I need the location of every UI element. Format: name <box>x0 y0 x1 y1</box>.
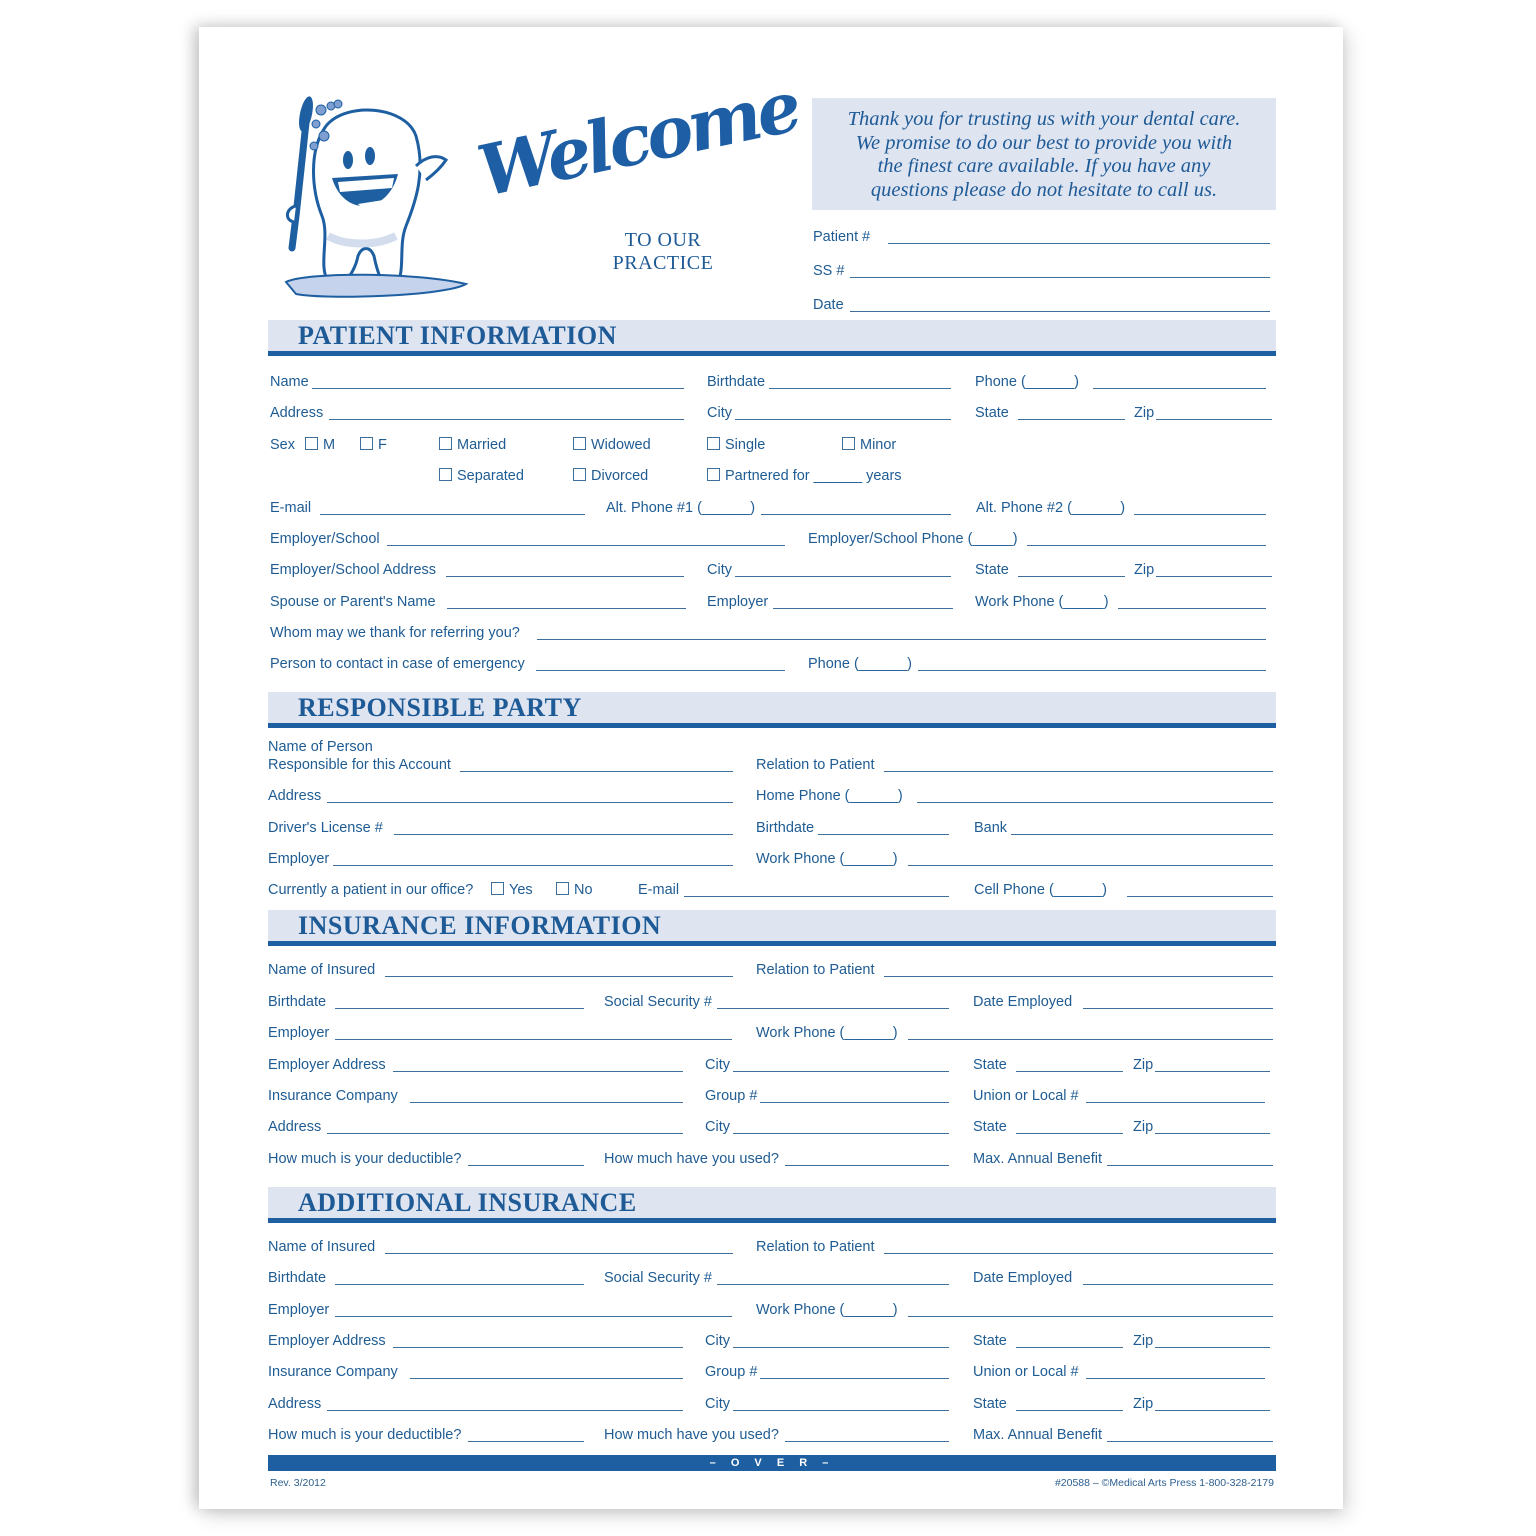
insured-birthdate-label: Birthdate <box>268 994 327 1010</box>
state-label: State <box>975 405 1009 421</box>
welcome-title: Welcome <box>470 64 805 213</box>
add-insurance-address-field[interactable] <box>327 1410 683 1411</box>
insurance-address-label: Address <box>268 1119 322 1135</box>
add-insurance-city-label: City <box>705 1396 730 1412</box>
ss-number-field[interactable] <box>850 277 1270 278</box>
add-employer-state-field[interactable] <box>1016 1347 1123 1348</box>
insured-ssn-field[interactable] <box>717 1008 949 1009</box>
deductible-label: How much is your deductible? <box>268 1151 462 1167</box>
emergency-contact-label: Person to contact in case of emergency <box>270 656 525 672</box>
phone-label: Phone (______) <box>975 374 1079 390</box>
add-insurance-address-label: Address <box>268 1396 322 1412</box>
insured-birthdate-field[interactable] <box>335 1008 584 1009</box>
employer-city-label: City <box>707 562 732 578</box>
add-deductible-field[interactable] <box>468 1441 584 1442</box>
responsible-work-phone-field[interactable] <box>908 865 1273 866</box>
add-employer-zip-field[interactable] <box>1155 1347 1270 1348</box>
state-field[interactable] <box>1018 419 1125 420</box>
message-line: questions please do not hesitate to call us. <box>870 178 1218 201</box>
responsible-employer-field[interactable] <box>333 865 733 866</box>
sex-m-checkbox[interactable]: M <box>305 437 335 453</box>
widowed-checkbox[interactable]: Widowed <box>573 437 651 453</box>
add-insurance-state-label: State <box>973 1396 1007 1412</box>
city-field[interactable] <box>735 419 951 420</box>
date-employed-label: Date Employed <box>973 994 1073 1010</box>
add-employer-address-field[interactable] <box>393 1347 683 1348</box>
spouse-employer-label: Employer <box>707 594 769 610</box>
drivers-license-field[interactable] <box>394 834 733 835</box>
practice-text: PRACTICE <box>612 252 714 274</box>
separated-checkbox[interactable]: Separated <box>439 468 524 484</box>
insured-name-field[interactable] <box>385 976 733 977</box>
add-insurance-state-field[interactable] <box>1016 1410 1123 1411</box>
employer-city-field[interactable] <box>735 576 951 577</box>
add-insurance-company-field[interactable] <box>410 1378 683 1379</box>
employer-school-label: Employer/School <box>270 531 380 547</box>
section-title: ADDITIONAL INSURANCE <box>298 1188 637 1217</box>
employer-school-address-label: Employer/School Address <box>270 562 437 578</box>
max-benefit-field[interactable] <box>1107 1165 1273 1166</box>
date-employed-field[interactable] <box>1083 1008 1273 1009</box>
insured-employer-label: Employer <box>268 1025 330 1041</box>
home-phone-label: Home Phone (______) <box>756 788 903 804</box>
insured-ssn-label: Social Security # <box>604 994 712 1010</box>
address-field[interactable] <box>329 419 684 420</box>
referral-field[interactable] <box>537 639 1266 640</box>
add-insured-name-label: Name of Insured <box>268 1239 376 1255</box>
drivers-license-label: Driver's License # <box>268 820 383 836</box>
add-insured-birthdate-label: Birthdate <box>268 1270 327 1286</box>
insured-name-label: Name of Insured <box>268 962 376 978</box>
add-group-number-label: Group # <box>705 1364 758 1380</box>
add-employer-city-label: City <box>705 1333 730 1349</box>
spouse-employer-field[interactable] <box>773 608 953 609</box>
union-local-field[interactable] <box>1086 1102 1265 1103</box>
insured-employer-state-label: State <box>973 1057 1007 1073</box>
section-insurance-information <box>268 910 1276 946</box>
tooth-mascot-icon <box>266 96 471 301</box>
section-rule <box>268 1218 1276 1223</box>
employer-state-label: State <box>975 562 1009 578</box>
add-group-number-field[interactable] <box>760 1378 949 1379</box>
insured-employer-address-field[interactable] <box>393 1071 683 1072</box>
partnered-checkbox[interactable]: Partnered for ______ years <box>707 468 902 484</box>
date-field[interactable] <box>850 311 1270 312</box>
patient-number-label: Patient # <box>813 229 871 245</box>
group-number-field[interactable] <box>760 1102 949 1103</box>
employer-school-field[interactable] <box>387 545 785 546</box>
minor-checkbox[interactable]: Minor <box>842 437 896 453</box>
add-insured-name-field[interactable] <box>385 1253 733 1254</box>
section-additional-insurance <box>268 1187 1276 1223</box>
add-union-local-label: Union or Local # <box>973 1364 1079 1380</box>
section-title: INSURANCE INFORMATION <box>298 911 662 940</box>
add-used-field[interactable] <box>785 1441 949 1442</box>
insured-employer-city-label: City <box>705 1057 730 1073</box>
insured-work-phone-label: Work Phone (______) <box>756 1025 898 1041</box>
insurance-city-field[interactable] <box>733 1133 949 1134</box>
group-number-label: Group # <box>705 1088 758 1104</box>
insurance-state-field[interactable] <box>1016 1133 1123 1134</box>
insurance-company-field[interactable] <box>410 1102 683 1103</box>
insured-relation-field[interactable] <box>884 976 1273 977</box>
responsible-birthdate-label: Birthdate <box>756 820 815 836</box>
responsible-work-phone-label: Work Phone (______) <box>756 851 898 867</box>
insurance-state-label: State <box>973 1119 1007 1135</box>
add-insured-ssn-field[interactable] <box>717 1284 949 1285</box>
home-phone-field[interactable] <box>917 802 1273 803</box>
welcome-message-box <box>812 98 1276 210</box>
max-benefit-label: Max. Annual Benefit <box>973 1151 1102 1167</box>
insured-employer-zip-label: Zip <box>1133 1057 1154 1073</box>
spouse-parent-label: Spouse or Parent's Name <box>270 594 436 610</box>
add-max-benefit-field[interactable] <box>1107 1441 1273 1442</box>
emergency-phone-field[interactable] <box>918 670 1266 671</box>
zip-label: Zip <box>1134 405 1155 421</box>
add-insured-relation-field[interactable] <box>884 1253 1273 1254</box>
section-rule <box>268 941 1276 946</box>
responsible-email-label: E-mail <box>638 882 680 898</box>
insurance-zip-field[interactable] <box>1155 1133 1270 1134</box>
section-rule <box>268 351 1276 356</box>
email-label: E-mail <box>270 500 312 516</box>
insured-employer-state-field[interactable] <box>1016 1071 1123 1072</box>
to-our-text: TO OUR <box>624 229 702 251</box>
name-label: Name <box>270 374 309 390</box>
add-insured-employer-field[interactable] <box>335 1316 732 1317</box>
add-employer-address-label: Employer Address <box>268 1333 386 1349</box>
alt-phone-1-field[interactable] <box>761 514 951 515</box>
spouse-parent-field[interactable] <box>447 608 686 609</box>
employer-school-phone-label: Employer/School Phone (_____) <box>808 531 1018 547</box>
address-label: Address <box>270 405 324 421</box>
phone-field[interactable] <box>1093 388 1266 389</box>
referral-label: Whom may we thank for referring you? <box>270 625 520 641</box>
section-patient-information <box>268 320 1276 356</box>
cell-phone-field[interactable] <box>1127 896 1273 897</box>
union-local-label: Union or Local # <box>973 1088 1079 1104</box>
responsible-employer-label: Employer <box>268 851 330 867</box>
married-checkbox[interactable]: Married <box>439 437 506 453</box>
ss-number-label: SS # <box>813 263 845 279</box>
zip-field[interactable] <box>1156 419 1272 420</box>
birthdate-field[interactable] <box>769 388 951 389</box>
relation-label: Relation to Patient <box>756 757 875 773</box>
section-responsible-party <box>268 692 1276 728</box>
responsible-birthdate-field[interactable] <box>818 834 949 835</box>
add-insured-employer-label: Employer <box>268 1302 330 1318</box>
add-employer-state-label: State <box>973 1333 1007 1349</box>
responsible-address-label: Address <box>268 788 322 804</box>
add-date-employed-label: Date Employed <box>973 1270 1073 1286</box>
add-used-label: How much have you used? <box>604 1427 779 1443</box>
insured-employer-field[interactable] <box>335 1039 732 1040</box>
responsible-name-field[interactable] <box>460 771 733 772</box>
insurance-zip-label: Zip <box>1133 1119 1154 1135</box>
patient-number-field[interactable] <box>888 243 1270 244</box>
add-date-employed-field[interactable] <box>1083 1284 1273 1285</box>
cell-phone-label: Cell Phone (______) <box>974 882 1108 898</box>
insured-relation-label: Relation to Patient <box>756 962 875 978</box>
emergency-phone-label: Phone (______) <box>808 656 912 672</box>
message-line: the finest care available. If you have any <box>877 155 1211 177</box>
current-patient-yes-checkbox[interactable]: Yes <box>491 882 533 898</box>
insurance-city-label: City <box>705 1119 730 1135</box>
welcome-subtitle <box>600 229 726 275</box>
city-label: City <box>707 405 732 421</box>
email-field[interactable] <box>320 514 585 515</box>
deductible-field[interactable] <box>468 1165 584 1166</box>
birthdate-label: Birthdate <box>707 374 766 390</box>
insurance-address-field[interactable] <box>327 1133 683 1134</box>
relation-field[interactable] <box>884 771 1273 772</box>
add-insurance-city-field[interactable] <box>733 1410 949 1411</box>
current-patient-label: Currently a patient in our office? <box>268 882 474 898</box>
add-insurance-zip-field[interactable] <box>1155 1410 1270 1411</box>
alt-phone-1-label: Alt. Phone #1 (______) <box>606 500 756 516</box>
sex-f-checkbox[interactable]: F <box>360 437 387 453</box>
responsible-address-field[interactable] <box>327 802 733 803</box>
used-field[interactable] <box>785 1165 949 1166</box>
insured-employer-address-label: Employer Address <box>268 1057 386 1073</box>
add-insured-relation-label: Relation to Patient <box>756 1239 875 1255</box>
add-insured-work-phone-field[interactable] <box>908 1316 1273 1317</box>
add-union-local-field[interactable] <box>1086 1378 1265 1379</box>
add-insured-birthdate-field[interactable] <box>335 1284 584 1285</box>
date-label: Date <box>813 297 844 313</box>
employer-school-address-field[interactable] <box>446 576 684 577</box>
insured-work-phone-field[interactable] <box>908 1039 1273 1040</box>
alt-phone-2-label: Alt. Phone #2 (______) <box>976 500 1126 516</box>
revision-text: Rev. 3/2012 <box>270 1477 326 1489</box>
used-label: How much have you used? <box>604 1151 779 1167</box>
add-employer-city-field[interactable] <box>733 1347 949 1348</box>
section-title: PATIENT INFORMATION <box>298 321 617 350</box>
alt-phone-2-field[interactable] <box>1134 514 1266 515</box>
bank-field[interactable] <box>1011 834 1273 835</box>
add-max-benefit-label: Max. Annual Benefit <box>973 1427 1102 1443</box>
insurance-company-label: Insurance Company <box>268 1088 398 1104</box>
responsible-name-label-line2: Responsible for this Account <box>268 757 451 773</box>
section-title: RESPONSIBLE PARTY <box>298 693 582 722</box>
sex-label: Sex <box>270 437 295 453</box>
message-line: We promise to do our best to provide you with <box>855 131 1233 154</box>
work-phone-label: Work Phone (_____) <box>975 594 1109 610</box>
over-bar: – O V E R – <box>268 1455 1276 1471</box>
message-line: Thank you for trusting us with your dental care. <box>847 108 1241 130</box>
employer-zip-field[interactable] <box>1156 576 1272 577</box>
add-deductible-label: How much is your deductible? <box>268 1427 462 1443</box>
divorced-checkbox[interactable]: Divorced <box>573 468 648 484</box>
insured-employer-zip-field[interactable] <box>1155 1071 1270 1072</box>
add-insurance-zip-label: Zip <box>1133 1396 1154 1412</box>
employer-zip-label: Zip <box>1134 562 1155 578</box>
current-patient-no-checkbox[interactable]: No <box>556 882 593 898</box>
emergency-contact-field[interactable] <box>536 670 785 671</box>
add-insured-work-phone-label: Work Phone (______) <box>756 1302 898 1318</box>
work-phone-field[interactable] <box>1118 608 1266 609</box>
responsible-email-field[interactable] <box>684 896 949 897</box>
single-checkbox[interactable]: Single <box>707 437 765 453</box>
name-field[interactable] <box>312 388 684 389</box>
employer-state-field[interactable] <box>1018 576 1125 577</box>
publisher-credit: #20588 – ©Medical Arts Press 1-800-328-2179 <box>1054 1477 1274 1489</box>
employer-school-phone-field[interactable] <box>1027 545 1266 546</box>
bank-label: Bank <box>974 820 1008 836</box>
insured-employer-city-field[interactable] <box>733 1071 949 1072</box>
responsible-name-label-line1: Name of Person <box>268 739 373 755</box>
add-employer-zip-label: Zip <box>1133 1333 1154 1349</box>
add-insurance-company-label: Insurance Company <box>268 1364 398 1380</box>
section-rule <box>268 723 1276 728</box>
add-insured-ssn-label: Social Security # <box>604 1270 712 1286</box>
